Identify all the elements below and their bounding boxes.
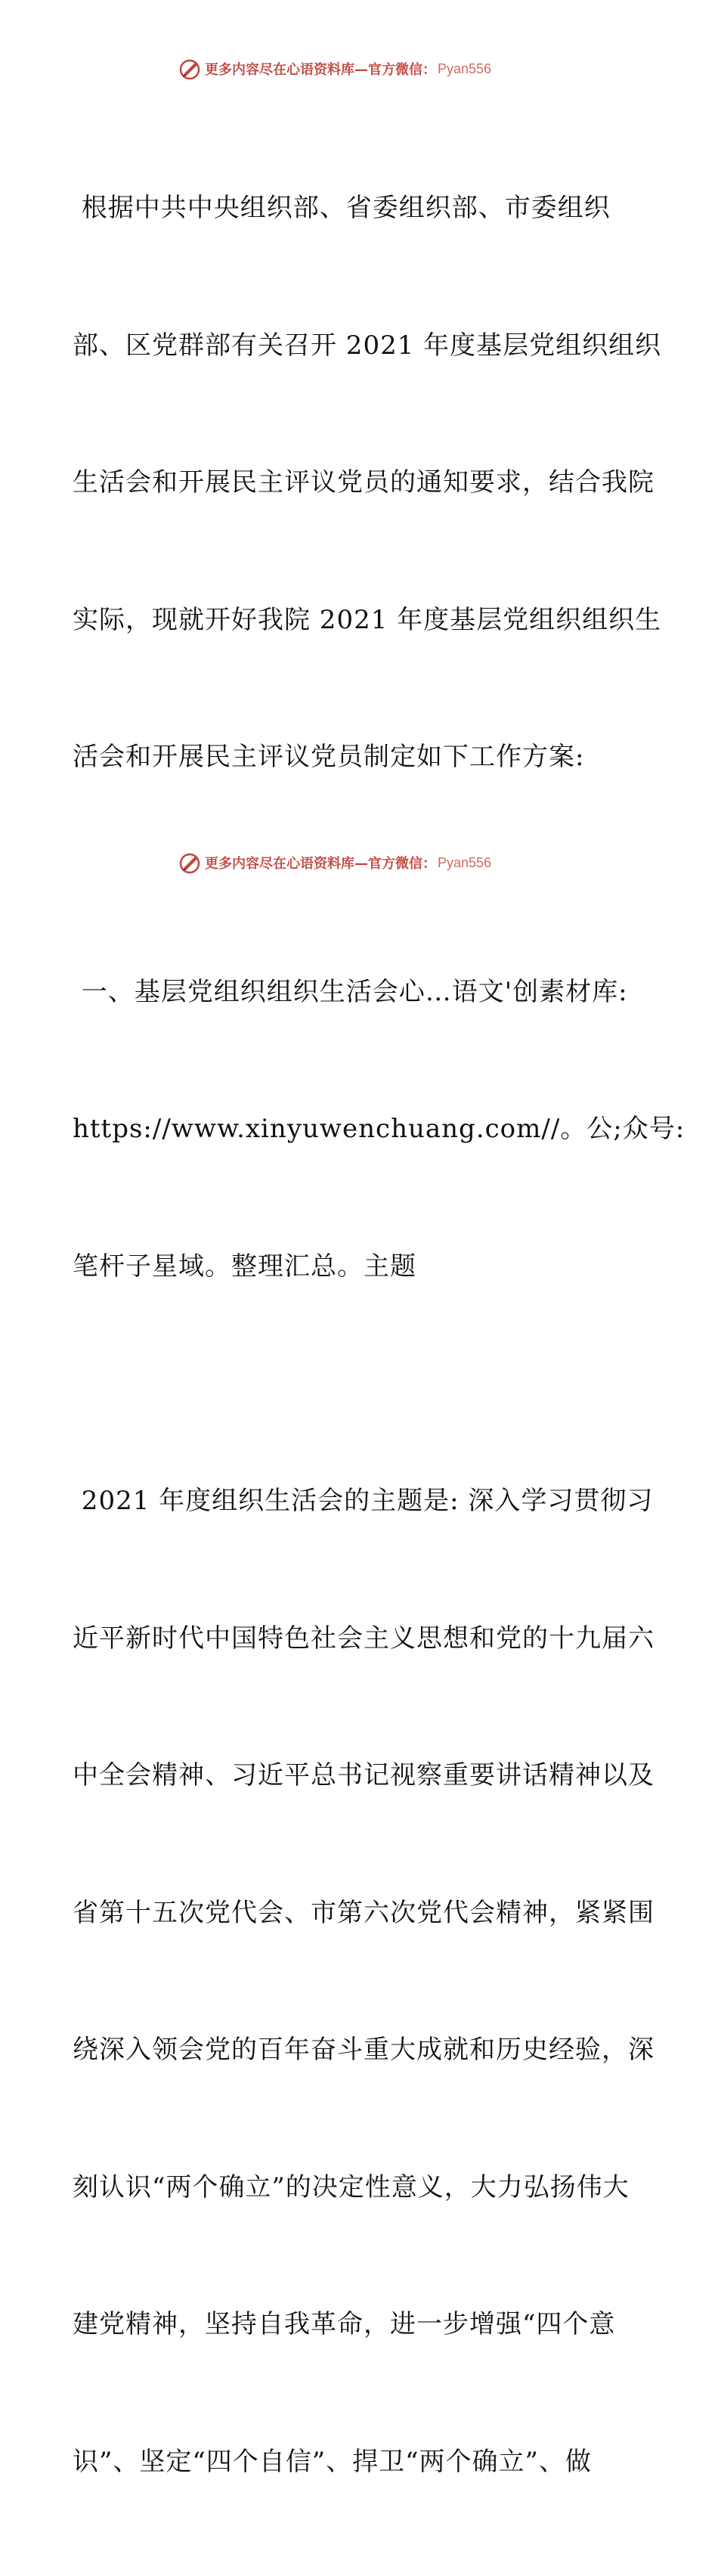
text-line: 绕深入领会党的百年奋斗重大成就和历史经验，深: [73, 2035, 655, 2065]
text-line: 生活会和开展民主评议党员的通知要求，结合我院: [73, 467, 655, 498]
paragraph-section-heading: [73, 878, 686, 1381]
footer-watermark: [178, 850, 491, 876]
text-line: 省第十五次党代会、市第六次党代会精神，紧紧围: [73, 1897, 655, 1928]
watermark-wechat-id: Pyan556: [438, 60, 492, 76]
logo-icon: [178, 851, 202, 875]
watermark-text: 更多内容尽在心语资料库—官方微信：: [205, 62, 436, 78]
paragraph-theme: [73, 1387, 655, 2576]
document-body: [73, 94, 686, 2576]
paragraph-intro: [73, 94, 662, 872]
text-line: 活会和开展民主评议党员制定如下工作方案:: [73, 742, 585, 772]
text-line: 2021 年度组织生活会的主题是: 深入学习贯彻习: [73, 1486, 654, 1516]
text-line: 中全会精神、习近平总书记视察重要讲话精神以及: [73, 1760, 655, 1790]
logo-icon: [178, 57, 202, 81]
header-watermark: [178, 56, 491, 82]
text-line: 建党精神，坚持自我革命，进一步增强“四个意: [73, 2309, 616, 2339]
text-line: 一、基层党组织组织生活会心…语文'创素材库:: [73, 976, 628, 1007]
text-line: 识”、坚定“四个自信”、捍卫“两个确立”、做: [73, 2446, 592, 2477]
text-line: 笔杆子星域。整理汇总。主题: [73, 1251, 416, 1282]
text-line: https://www.xinyuwenchuang.com//。公;众号:: [73, 1114, 686, 1144]
text-line: 部、区党群部有关召开 2021 年度基层党组织组织: [73, 330, 662, 361]
text-line: 近平新时代中国特色社会主义思想和党的十九届六: [73, 1623, 655, 1654]
text-line: 刻认识“两个确立”的决定性意义，大力弘扬伟大: [73, 2171, 630, 2202]
text-line: 根据中共中央组织部、省委组织部、市委组织: [73, 193, 611, 223]
watermark-text: 更多内容尽在心语资料库—官方微信：: [205, 856, 436, 872]
text-line: 实际，现就开好我院 2021 年度基层党组织组织生: [73, 604, 662, 635]
watermark-wechat-id: Pyan556: [438, 854, 492, 870]
